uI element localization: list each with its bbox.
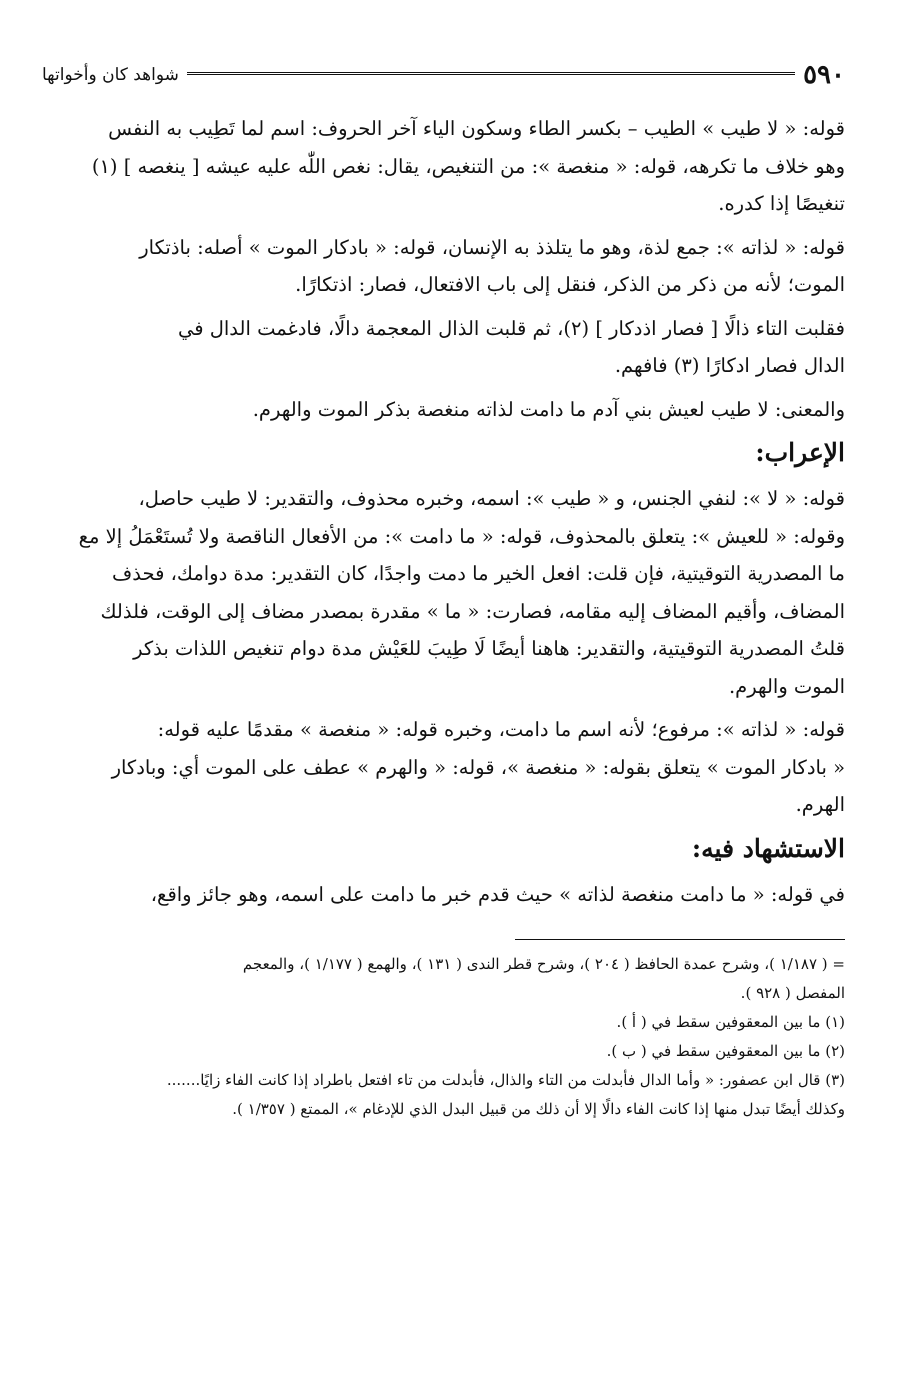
paragraph-line: قلتُ المصدرية التوقيتية، والتقدير: هاهنا أيضًا لَا طِيبَ للعَيْش مدة دوام تنغيص اللذات بذكر <box>133 637 845 660</box>
paragraph-line: الدال فصار ادكارًا (٣) فافهم. <box>614 354 845 377</box>
paragraph-line: فقلبت التاء ذالًا [ فصار اذدكار ] (٢)، ثم قلبت الذال المعجمة دالًا، فادغمت الدال في <box>177 316 845 340</box>
paragraph-line: تنغيصًا إذا كدره. <box>718 192 845 215</box>
footnote-separator <box>515 939 845 940</box>
running-title: شواهد كان وأخواتها <box>42 65 179 85</box>
footnote-line: (٣) قال ابن عصفور: « وأما الدال فأبدلت من التاء والذال، فأبدلت من تاء افتعل باطراد إذا كانت الفاء زايًا....... <box>166 1071 845 1089</box>
page-header <box>42 58 845 92</box>
footnote-line: = ( ١/١٨٧ )، وشرح عمدة الحافظ ( ٢٠٤ )، وشرح قطر الندى ( ١٣١ )، والهمع ( ١/١٧٧ )، والمعجم <box>242 955 845 973</box>
paragraph-line: قوله: « لذاته »: مرفوع؛ لأنه اسم ما دامت، وخبره قوله: « منغصة » مقدمًا عليه قوله: <box>157 718 845 741</box>
header-rule <box>187 72 795 78</box>
page-number: ٥٩٠ <box>803 60 845 90</box>
section-heading-shahid: الاستشهاد فيه: <box>691 833 845 863</box>
section-heading-irab: الإعراب: <box>755 438 845 467</box>
paragraph-line: وقوله: « للعيش »: يتعلق بالمحذوف، قوله: « ما دامت »: من الأفعال الناقصة ولا تُستَعْمَلُ إلا مع <box>78 524 845 548</box>
paragraph-line: الموت والهرم. <box>728 674 845 698</box>
paragraph-line: والمعنى: لا طيب لعيش بني آدم ما دامت لذاته منغصة بذكر الموت والهرم. <box>252 397 845 421</box>
footnote-line: المفصل ( ٩٢٨ ). <box>740 984 845 1002</box>
paragraph-line: في قوله: « ما دامت منغصة لذاته » حيث قدم خبر ما دامت على اسمه، وهو جائز واقع، <box>150 882 845 906</box>
paragraph-line: « بادكار الموت » يتعلق بقوله: « منغصة »، قوله: « والهرم » عطف على الموت أي: وبادكار <box>111 755 845 779</box>
footnote-line: (١) ما بين المعقوفين سقط في ( أ ). <box>616 1013 845 1031</box>
footnote-line: وكذلك أيضًا تبدل منها إذا كانت الفاء دالًا إلا أن ذلك من قبيل البدل الذي للإدغام »، الممتع ( ١/٣٥٧ ). <box>232 1100 845 1118</box>
main-text <box>42 110 845 913</box>
footnote-line: (٢) ما بين المعقوفين سقط في ( ب ). <box>606 1042 845 1060</box>
paragraph-line: ما المصدرية التوقيتية، فإن قلت: افعل الخير ما دمت واجدًا، كان التقدير: مدة دوامك، فحذف <box>112 562 845 585</box>
paragraph-line: قوله: « لا »: لنفي الجنس، و « طيب »: اسمه، وخبره محذوف، والتقدير: لا طيب حاصل، <box>138 487 845 510</box>
paragraph-line: الهرم. <box>795 793 845 816</box>
paragraph-line: قوله: « لا طيب » الطيب – بكسر الطاء وسكون الياء آخر الحروف: اسم لما تَطِيب به النفس <box>108 117 845 140</box>
paragraph-line: الموت؛ لأنه من ذكر من الذكر، فنقل إلى باب الافتعال، فصار: اذتكارًا. <box>295 273 845 296</box>
paragraph-line: قوله: « لذاته »: جمع لذة، وهو ما يتلذذ به الإنسان، قوله: « بادكار الموت » أصله: باذتكار <box>139 235 845 259</box>
paragraph-line: وهو خلاف ما تكرهه، قوله: « منغصة »: من التنغيص، يقال: نغص اللّٰه عليه عيشه [ ينغصه ] (١) <box>91 154 845 178</box>
paragraph-line: المضاف، وأقيم المضاف إليه مقامه، فصارت: « ما » مقدرة بمصدر مضاف إلى الوقت، فلذلك <box>100 599 845 623</box>
footnotes <box>42 950 845 1124</box>
